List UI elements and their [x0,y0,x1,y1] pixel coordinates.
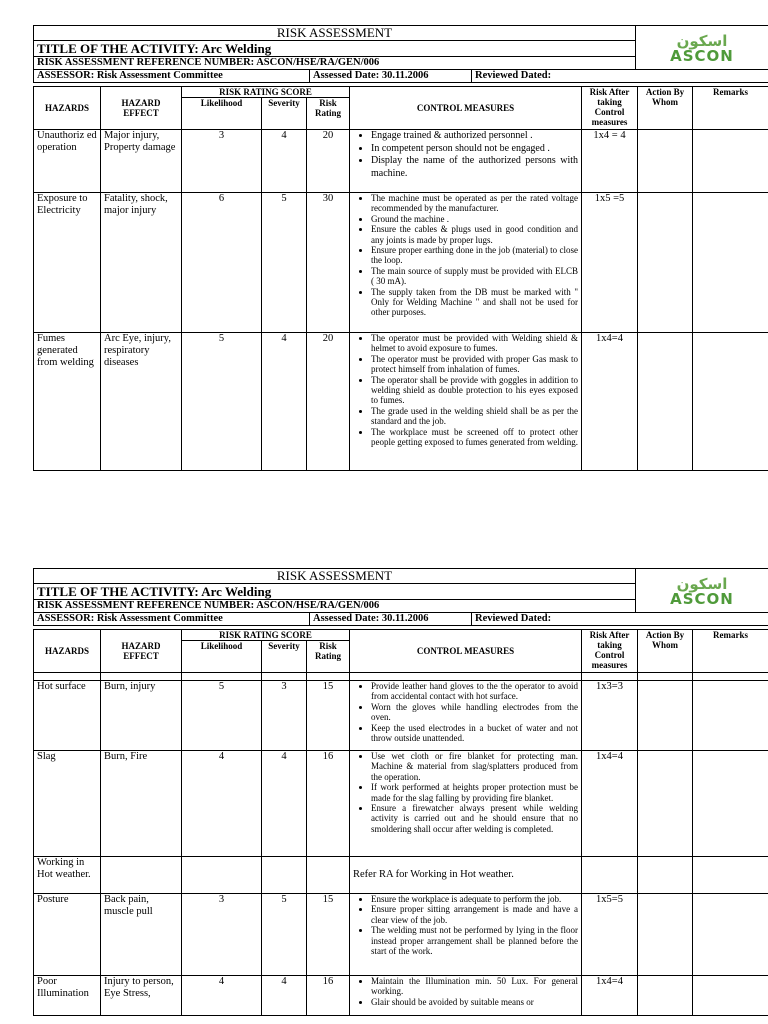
likelihood-cell: 3 [182,130,262,193]
table-row [34,976,768,1016]
effect-cell: Major injury, Property damage [101,130,182,193]
risk-assessment-page-1 [33,25,768,471]
hazard-cell: Poor Illumination [34,976,101,1016]
hazard-cell: Fumes generated from welding [34,333,101,471]
reference-number: RISK ASSESSMENT REFERENCE NUMBER: ASCON/HSE/RA/GEN/006 [34,57,636,70]
risk-assessment-page-2 [33,568,768,1016]
col-risk-rating: Risk Rating [307,641,350,673]
remarks-cell [693,976,768,1016]
severity-cell: 4 [262,751,307,857]
col-severity: Severity [262,641,307,673]
activity-title: TITLE OF THE ACTIVITY: Arc Welding [34,584,636,600]
measure-item: • If work performed at heights proper protection must be made for the slag falling by providing fire blanket. [371,782,578,803]
page-title: RISK ASSESSMENT [34,26,636,41]
measure-item: • Ensure the cables & plugs used in good condition and any joints is made by proper lugs. [371,224,578,245]
remarks-cell [693,193,768,333]
assessed-date: Assessed Date: 30.11.2006 [310,70,472,83]
action-by-cell [638,894,693,976]
measure-item: • Glair should be avoided by suitable means or [371,997,578,1007]
assessor-label: ASSESSOR: [37,70,95,81]
likelihood-cell: 4 [182,751,262,857]
assessor-table [33,612,768,626]
remarks-cell [693,751,768,857]
control-measures-cell [350,751,582,857]
severity-cell: 3 [262,681,307,751]
measure-item: • The grade used in the welding shield shall be as per the standard and the job. [371,406,578,427]
remarks-cell [693,130,768,193]
table-row [34,681,768,751]
ascon-logo [636,26,768,70]
table-row [34,751,768,857]
risk-after-cell: 1x5=5 [582,894,638,976]
effect-cell: Burn, Fire [101,751,182,857]
risk-cell [307,857,350,894]
effect-cell: Injury to person, Eye Stress, [101,976,182,1016]
measure-item: • The operator must be provided with Welding shield & helmet to avoid exposure to fumes. [371,333,578,354]
likelihood-cell: 5 [182,681,262,751]
risk-after-cell: 1x3=3 [582,681,638,751]
assessor-label: ASSESSOR: [37,613,95,624]
action-by-cell [638,857,693,894]
risk-cell: 15 [307,894,350,976]
assessor-value: Risk Assessment Committee [96,613,223,624]
effect-cell [101,857,182,894]
col-hazards: HAZARDS [34,87,101,130]
action-by-cell [638,751,693,857]
risk-after-cell [582,857,638,894]
assessed-date: Assessed Date: 30.11.2006 [310,613,472,626]
likelihood-cell: 3 [182,894,262,976]
risk-cell: 15 [307,681,350,751]
severity-cell: 5 [262,193,307,333]
severity-cell: 4 [262,976,307,1016]
effect-cell: Arc Eye, injury, respiratory diseases [101,333,182,471]
action-by-cell [638,130,693,193]
ascon-logo [636,569,768,613]
spacer-row [34,673,768,681]
col-control-measures: CONTROL MEASURES [350,87,582,130]
table-row [34,333,768,471]
measure-item: • Keep the used electrodes in a bucket of water and not throw outside unattended. [371,723,578,744]
assessor-table [33,69,768,83]
header-table [33,25,768,70]
col-hazards: HAZARDS [34,630,101,673]
remarks-cell [693,857,768,894]
risk-cell: 20 [307,333,350,471]
reviewed-dated: Reviewed Dated: [472,70,768,83]
remarks-cell [693,894,768,976]
effect-cell: Fatality, shock, major injury [101,193,182,333]
control-measures-cell [350,681,582,751]
col-likelihood: Likelihood [182,98,262,130]
effect-cell: Back pain, muscle pull [101,894,182,976]
measure-item: • Ground the machine . [371,214,578,224]
activity-title: TITLE OF THE ACTIVITY: Arc Welding [34,41,636,57]
col-control-measures: CONTROL MEASURES [350,630,582,673]
risk-after-cell: 1x4=4 [582,333,638,471]
measure-item: • In competent person should not be engaged . [371,143,578,156]
action-by-cell [638,681,693,751]
reference-number: RISK ASSESSMENT REFERENCE NUMBER: ASCON/HSE/RA/GEN/006 [34,600,636,613]
measure-item: • Maintain the Illumination min. 50 Lux. For general working. [371,976,578,997]
measure-item: • Ensure the workplace is adequate to perform the job. [371,894,578,904]
logo-arabic: اسكون [676,31,728,50]
col-likelihood: Likelihood [182,641,262,673]
logo-english: ASCON [670,589,734,608]
logo-english: ASCON [670,46,734,65]
hazard-cell: Working in Hot weather. [34,857,101,894]
risk-cell: 16 [307,751,350,857]
page-title: RISK ASSESSMENT [34,569,636,584]
measure-item: • The welding must not be performed by lying in the floor instead proper arrangement shall be planned before the start of the work. [371,925,578,956]
remarks-cell [693,333,768,471]
severity-cell: 4 [262,333,307,471]
table-row [34,130,768,193]
col-risk-after: Risk After taking Control measures [582,630,638,673]
logo-arabic: اسكون [676,574,728,593]
measure-item: • Display the name of the authorized persons with machine. [371,155,578,180]
hazard-cell: Posture [34,894,101,976]
severity-cell: 5 [262,894,307,976]
risk-cell: 16 [307,976,350,1016]
hazard-cell: Unauthoriz ed operation [34,130,101,193]
likelihood-cell [182,857,262,894]
risk-cell: 20 [307,130,350,193]
col-risk-rating: Risk Rating [307,98,350,130]
control-measures-cell [350,894,582,976]
control-measures-cell [350,976,582,1016]
measure-item: • The machine must be operated as per the rated voltage recommended by the manufacturer. [371,193,578,214]
col-risk-rating-score: RISK RATING SCORE [182,630,350,641]
hazard-cell: Hot surface [34,681,101,751]
risk-table-page-1 [33,86,768,471]
col-action-by: Action By Whom [638,630,693,673]
risk-after-cell: 1x4 = 4 [582,130,638,193]
measure-item: • Engage trained & authorized personnel . [371,130,578,143]
control-measures-cell [350,193,582,333]
col-hazard-effect: HAZARD EFFECT [101,630,182,673]
col-remarks: Remarks [693,630,768,673]
risk-cell: 30 [307,193,350,333]
measure-item: • Ensure proper earthing done in the job (material) to close the loop. [371,245,578,266]
action-by-cell [638,193,693,333]
header-table [33,568,768,613]
measure-item: • The supply taken from the DB must be marked with " Only for Welding Machine " and shall not be used for other purposes. [371,287,578,318]
severity-cell [262,857,307,894]
action-by-cell [638,333,693,471]
risk-after-cell: 1x4=4 [582,976,638,1016]
measure-item: • The main source of supply must be provided with ELCB ( 30 mA). [371,266,578,287]
severity-cell: 4 [262,130,307,193]
measure-item: • Worn the gloves while handling electrodes from the oven. [371,702,578,723]
measure-item: • Ensure a firewatcher always present while welding activity is carried out and he should ensure that no smoldering shall occur after welding is completed. [371,803,578,834]
col-remarks: Remarks [693,87,768,130]
table-row [34,857,768,894]
remarks-cell [693,681,768,751]
hazard-cell: Slag [34,751,101,857]
risk-after-cell: 1x4=4 [582,751,638,857]
measure-item: • Provide leather hand gloves to the the operator to avoid from accidental contact with hot surface. [371,681,578,702]
col-action-by: Action By Whom [638,87,693,130]
hazard-cell: Exposure to Electricity [34,193,101,333]
table-row [34,894,768,976]
control-measures-cell [350,333,582,471]
likelihood-cell: 5 [182,333,262,471]
effect-cell: Burn, injury [101,681,182,751]
col-risk-rating-score: RISK RATING SCORE [182,87,350,98]
reviewed-dated: Reviewed Dated: [472,613,768,626]
risk-table-page-2 [33,629,768,1016]
control-measures-cell [350,130,582,193]
likelihood-cell: 4 [182,976,262,1016]
measure-item: • The operator must be provided with proper Gas mask to protect himself from inhalation of fumes. [371,354,578,375]
measure-item: • Ensure proper sitting arrangement is made and have a clear view of the job. [371,904,578,925]
table-row [34,193,768,333]
control-measures-cell: Refer RA for Working in Hot weather. [350,857,582,894]
measure-item: • The workplace must be screened off to protect other people getting exposed to fumes generated from welding. [371,427,578,448]
col-severity: Severity [262,98,307,130]
col-risk-after: Risk After taking Control measures [582,87,638,130]
risk-after-cell: 1x5 =5 [582,193,638,333]
measure-item: • The operator shall be provide with goggles in addition to welding shield as double protection to his eyes exposed to fumes. [371,375,578,406]
likelihood-cell: 6 [182,193,262,333]
col-hazard-effect: HAZARD EFFECT [101,87,182,130]
measure-item: • Use wet cloth or fire blanket for protecting man. Machine & material from slag/splatters produced from the operation. [371,751,578,782]
assessor-value: Risk Assessment Committee [96,70,223,81]
action-by-cell [638,976,693,1016]
